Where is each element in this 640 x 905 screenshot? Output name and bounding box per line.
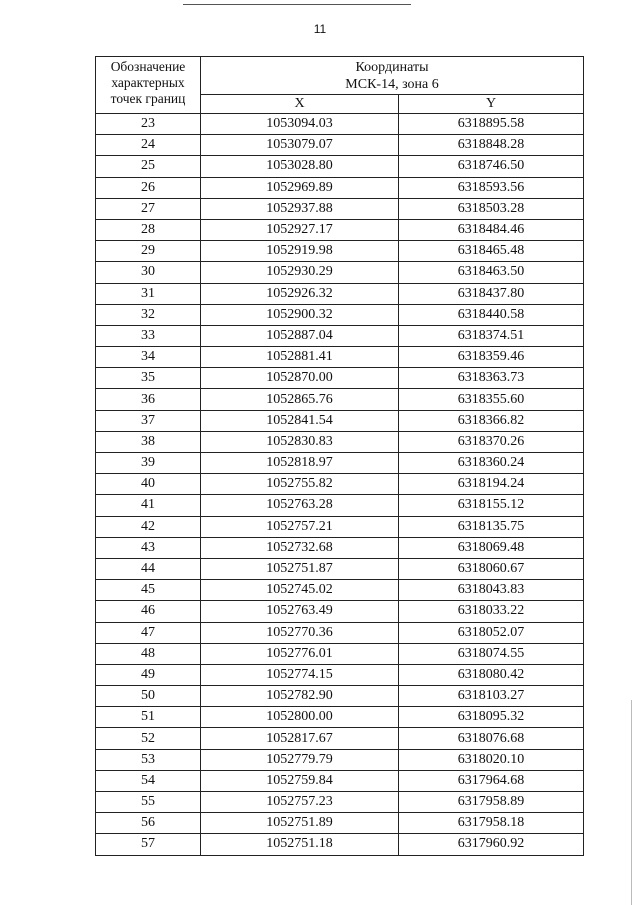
x-cell: 1052817.67 (201, 728, 399, 749)
y-cell: 6318746.50 (399, 156, 584, 177)
y-cell: 6318069.48 (399, 537, 584, 558)
x-cell: 1052759.84 (201, 770, 399, 791)
table-row (96, 241, 584, 262)
point-cell: 40 (96, 474, 201, 495)
y-cell: 6318052.07 (399, 622, 584, 643)
header-row (96, 57, 584, 95)
x-cell: 1052776.01 (201, 643, 399, 664)
y-cell: 6317958.89 (399, 792, 584, 813)
top-rule (183, 4, 411, 5)
y-cell: 6318363.73 (399, 368, 584, 389)
y-cell: 6318440.58 (399, 304, 584, 325)
x-cell: 1052830.83 (201, 431, 399, 452)
x-cell: 1052779.79 (201, 749, 399, 770)
point-cell: 28 (96, 219, 201, 240)
y-cell: 6318465.48 (399, 241, 584, 262)
point-cell: 24 (96, 135, 201, 156)
point-cell: 57 (96, 834, 201, 855)
x-cell: 1052763.49 (201, 601, 399, 622)
x-cell: 1052887.04 (201, 325, 399, 346)
point-cell: 42 (96, 516, 201, 537)
table-row (96, 749, 584, 770)
table-row (96, 707, 584, 728)
y-cell: 6318155.12 (399, 495, 584, 516)
table-row (96, 325, 584, 346)
table-row (96, 792, 584, 813)
table-row (96, 622, 584, 643)
x-cell: 1052751.18 (201, 834, 399, 855)
table-row (96, 410, 584, 431)
x-cell: 1052751.87 (201, 558, 399, 579)
table-row (96, 156, 584, 177)
x-cell: 1052969.89 (201, 177, 399, 198)
table-row (96, 686, 584, 707)
y-cell: 6318135.75 (399, 516, 584, 537)
table-row (96, 474, 584, 495)
table-row (96, 177, 584, 198)
y-cell: 6318360.24 (399, 453, 584, 474)
point-cell: 51 (96, 707, 201, 728)
x-cell: 1052930.29 (201, 262, 399, 283)
x-cell: 1052800.00 (201, 707, 399, 728)
table-row (96, 262, 584, 283)
x-cell: 1052900.32 (201, 304, 399, 325)
header-coordinates (201, 57, 584, 95)
point-cell: 39 (96, 453, 201, 474)
x-cell: 1052755.82 (201, 474, 399, 495)
point-cell: 50 (96, 686, 201, 707)
y-cell: 6318848.28 (399, 135, 584, 156)
point-cell: 47 (96, 622, 201, 643)
x-cell: 1052774.15 (201, 664, 399, 685)
x-cell: 1052818.97 (201, 453, 399, 474)
y-cell: 6318020.10 (399, 749, 584, 770)
y-cell: 6317958.18 (399, 813, 584, 834)
header-y: Y (399, 95, 584, 114)
x-cell: 1053094.03 (201, 114, 399, 135)
x-cell: 1052881.41 (201, 347, 399, 368)
point-cell: 29 (96, 241, 201, 262)
point-cell: 35 (96, 368, 201, 389)
point-cell: 23 (96, 114, 201, 135)
table-row (96, 558, 584, 579)
x-cell: 1052870.00 (201, 368, 399, 389)
table-row (96, 304, 584, 325)
x-cell: 1052919.98 (201, 241, 399, 262)
y-cell: 6317964.68 (399, 770, 584, 791)
page-number: 11 (313, 22, 327, 36)
table-row (96, 580, 584, 601)
table-row (96, 728, 584, 749)
table-row (96, 219, 584, 240)
y-cell: 6317960.92 (399, 834, 584, 855)
x-cell: 1052763.28 (201, 495, 399, 516)
page-edge-shadow (631, 700, 632, 905)
table-row (96, 431, 584, 452)
y-cell: 6318095.32 (399, 707, 584, 728)
point-cell: 25 (96, 156, 201, 177)
point-cell: 56 (96, 813, 201, 834)
y-cell: 6318043.83 (399, 580, 584, 601)
point-cell: 26 (96, 177, 201, 198)
y-cell: 6318366.82 (399, 410, 584, 431)
point-cell: 52 (96, 728, 201, 749)
y-cell: 6318359.46 (399, 347, 584, 368)
header-point-line: Обозначение (110, 59, 186, 74)
point-cell: 37 (96, 410, 201, 431)
point-cell: 45 (96, 580, 201, 601)
point-cell: 53 (96, 749, 201, 770)
point-cell: 33 (96, 325, 201, 346)
y-cell: 6318895.58 (399, 114, 584, 135)
y-cell: 6318074.55 (399, 643, 584, 664)
point-cell: 38 (96, 431, 201, 452)
y-cell: 6318194.24 (399, 474, 584, 495)
x-cell: 1052782.90 (201, 686, 399, 707)
point-cell: 54 (96, 770, 201, 791)
y-cell: 6318060.67 (399, 558, 584, 579)
point-cell: 55 (96, 792, 201, 813)
y-cell: 6318437.80 (399, 283, 584, 304)
y-cell: 6318484.46 (399, 219, 584, 240)
x-cell: 1052927.17 (201, 219, 399, 240)
x-cell: 1052757.21 (201, 516, 399, 537)
table-body (96, 114, 584, 856)
point-cell: 36 (96, 389, 201, 410)
table-row (96, 495, 584, 516)
table-row (96, 198, 584, 219)
y-cell: 6318076.68 (399, 728, 584, 749)
y-cell: 6318374.51 (399, 325, 584, 346)
table-row (96, 453, 584, 474)
x-cell: 1052732.68 (201, 537, 399, 558)
point-cell: 44 (96, 558, 201, 579)
point-cell: 43 (96, 537, 201, 558)
table-row (96, 643, 584, 664)
table-row (96, 664, 584, 685)
table-row (96, 135, 584, 156)
header-x: X (201, 95, 399, 114)
coordinates-table (95, 56, 584, 856)
y-cell: 6318503.28 (399, 198, 584, 219)
header-point-designation (96, 57, 201, 114)
x-cell: 1052926.32 (201, 283, 399, 304)
point-cell: 46 (96, 601, 201, 622)
table-row (96, 368, 584, 389)
table-row (96, 537, 584, 558)
point-cell: 31 (96, 283, 201, 304)
table-row (96, 389, 584, 410)
point-cell: 41 (96, 495, 201, 516)
table-row (96, 834, 584, 855)
y-cell: 6318103.27 (399, 686, 584, 707)
table-row (96, 813, 584, 834)
table-row (96, 601, 584, 622)
y-cell: 6318033.22 (399, 601, 584, 622)
header-point-line: характерных (111, 75, 185, 90)
header-coordinates-line: МСК-14, зона 6 (345, 77, 439, 92)
y-cell: 6318463.50 (399, 262, 584, 283)
point-cell: 48 (96, 643, 201, 664)
x-cell: 1052757.23 (201, 792, 399, 813)
point-cell: 32 (96, 304, 201, 325)
x-cell: 1053079.07 (201, 135, 399, 156)
y-cell: 6318080.42 (399, 664, 584, 685)
header-coordinates-line: Координаты (355, 60, 429, 75)
point-cell: 27 (96, 198, 201, 219)
header-point-line: точек границ (110, 91, 186, 106)
y-cell: 6318593.56 (399, 177, 584, 198)
x-cell: 1052865.76 (201, 389, 399, 410)
table-row (96, 283, 584, 304)
x-cell: 1052841.54 (201, 410, 399, 431)
y-cell: 6318355.60 (399, 389, 584, 410)
x-cell: 1052937.88 (201, 198, 399, 219)
x-cell: 1052751.89 (201, 813, 399, 834)
table-row (96, 347, 584, 368)
point-cell: 30 (96, 262, 201, 283)
x-cell: 1052770.36 (201, 622, 399, 643)
point-cell: 34 (96, 347, 201, 368)
point-cell: 49 (96, 664, 201, 685)
table-row (96, 770, 584, 791)
x-cell: 1052745.02 (201, 580, 399, 601)
y-cell: 6318370.26 (399, 431, 584, 452)
table-row (96, 114, 584, 135)
x-cell: 1053028.80 (201, 156, 399, 177)
table-row (96, 516, 584, 537)
